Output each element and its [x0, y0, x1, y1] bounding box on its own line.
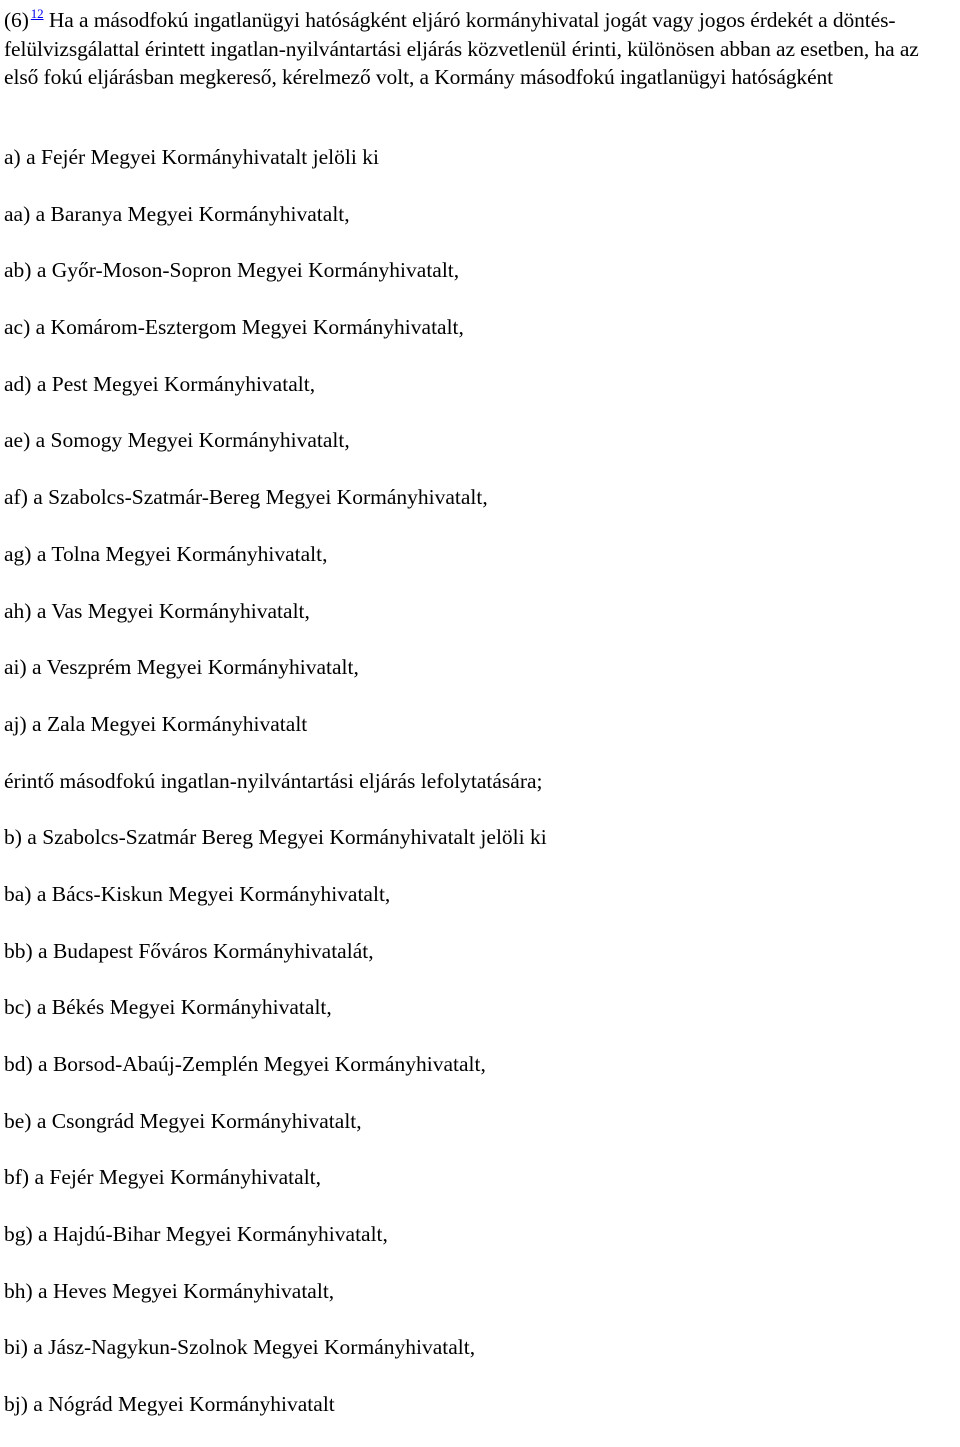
list-item: aj) a Zala Megyei Kormányhivatalt — [4, 711, 308, 736]
paragraph-number: (6) — [4, 8, 29, 32]
list-item: ad) a Pest Megyei Kormányhivatalt, — [4, 371, 316, 396]
list-item: bh) a Heves Megyei Kormányhivatalt, — [4, 1278, 335, 1303]
list-item: bi) a Jász-Nagykun-Szolnok Megyei Kormányhivatalt, — [4, 1335, 476, 1360]
list-item: bb) a Budapest Főváros Kormányhivatalát, — [4, 938, 374, 963]
list-item: bd) a Borsod-Abaúj-Zemplén Megyei Kormányhivatalt, — [4, 1052, 486, 1076]
list-item: aa) a Baranya Megyei Kormányhivatalt, — [4, 201, 350, 226]
paragraph-text: Ha a másodfokú ingatlanügyi hatóságként eljáró kormányhivatal jogát vagy jogos érdekét a döntés-felülvizsgálattal érintett ingatlan-nyilvántartási eljárás közvetlenül érinti, különösen abban az esetben, ha az első fokú eljárásban megkereső, kérelmező volt, a Kormány másodfokú ingatlanügyi hatóságként — [4, 8, 919, 89]
list-item: af) a Szabolcs-Szatmár-Bereg Megyei Kormányhivatalt, — [4, 485, 488, 510]
list-item: a) a Fejér Megyei Kormányhivatalt jelöli ki — [4, 145, 379, 169]
list-item: ah) a Vas Megyei Kormányhivatalt, — [4, 598, 310, 623]
list-item: bf) a Fejér Megyei Kormányhivatalt, — [4, 1165, 322, 1190]
list-item: ai) a Veszprém Megyei Kormányhivatalt, — [4, 655, 359, 680]
intro-paragraph — [4, 6, 956, 92]
list-item: ab) a Győr-Moson-Sopron Megyei Kormányhivatalt, — [4, 258, 460, 283]
list-item: bj) a Nógrád Megyei Kormányhivatalt — [4, 1392, 335, 1417]
footnote-marker — [31, 6, 44, 21]
list-item: bg) a Hajdú-Bihar Megyei Kormányhivatalt, — [4, 1222, 388, 1247]
list-item: érintő másodfokú ingatlan-nyilvántartási eljárás lefolytatására; — [4, 768, 543, 793]
list-item: b) a Szabolcs-Szatmár Bereg Megyei Kormányhivatalt jelöli ki — [4, 825, 547, 850]
footnote-link[interactable]: 12 — [30, 6, 44, 21]
list-item: ba) a Bács-Kiskun Megyei Kormányhivatalt, — [4, 881, 391, 906]
designation-list — [4, 143, 956, 1447]
list-item: ac) a Komárom-Esztergom Megyei Kormányhivatalt, — [4, 315, 464, 340]
list-item: bc) a Békés Megyei Kormányhivatalt, — [4, 995, 332, 1020]
list-item: ae) a Somogy Megyei Kormányhivatalt, — [4, 428, 350, 453]
list-item: be) a Csongrád Megyei Kormányhivatalt, — [4, 1108, 362, 1133]
list-item: ag) a Tolna Megyei Kormányhivatalt, — [4, 541, 328, 566]
